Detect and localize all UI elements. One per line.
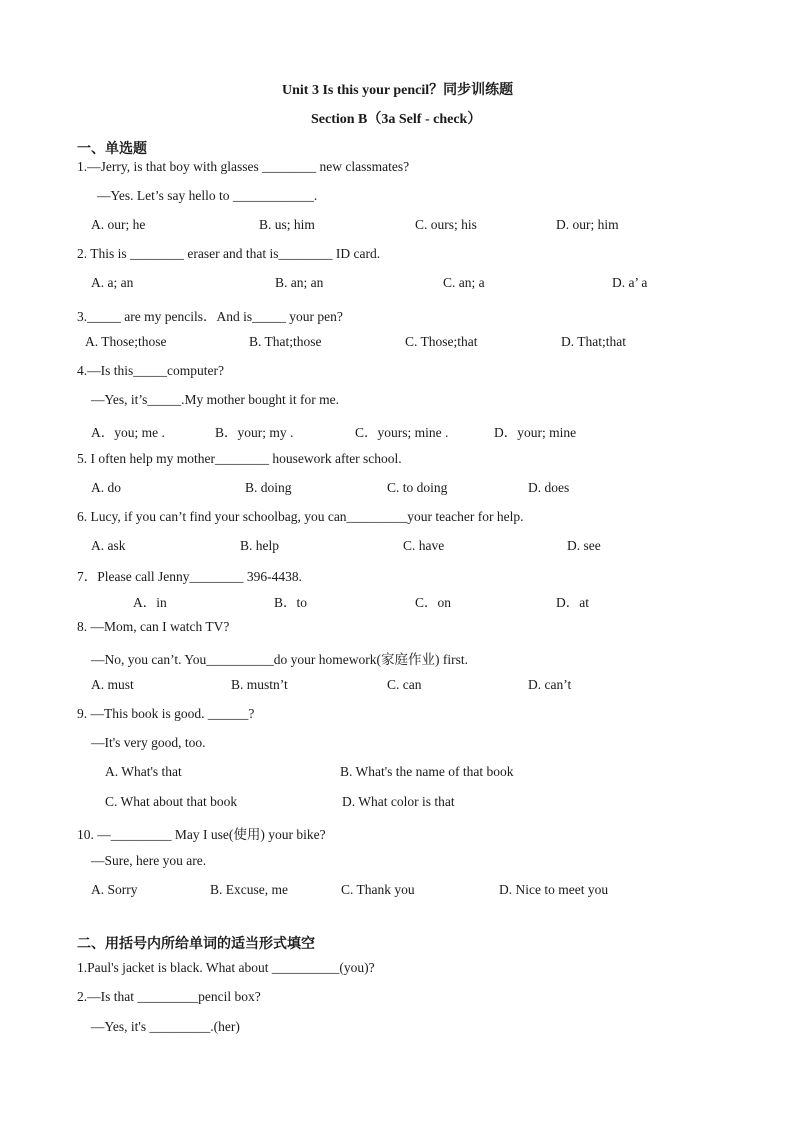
question-7-option-b[interactable]: B．to [274,595,308,610]
question-1-option-a[interactable]: A. our; he [91,217,146,232]
question-3-option-d[interactable]: D. That;that [561,334,626,349]
question-2-option-c[interactable]: C. an; a [443,275,485,290]
question-3-option-c[interactable]: C. Those;that [405,334,478,349]
question-8-option-d[interactable]: D. can’t [528,677,572,692]
question-8-stem: 8. —Mom, can I watch TV? [77,619,230,634]
question-1-option-b[interactable]: B. us; him [259,217,315,232]
question-1-option-d[interactable]: D. our; him [556,217,619,232]
question-9-stem: 9. —This book is good. ______? [77,706,255,721]
question-2-option-a[interactable]: A. a; an [91,275,134,290]
fill-in-question-2-answer-line: —Yes, it's _________.(her) [91,1019,240,1034]
question-10-option-d[interactable]: D. Nice to meet you [499,882,609,897]
question-7-option-c[interactable]: C．on [415,595,452,610]
question-7-stem: 7．Please call Jenny________ 396-4438. [77,569,302,584]
question-6-option-a[interactable]: A. ask [91,538,126,553]
question-4-option-d[interactable]: D．your; mine [494,425,577,440]
question-3-stem: 3._____ are my pencils．And is_____ your pen? [77,309,343,324]
fill-in-question-1: 1.Paul's jacket is black. What about __________(you)? [77,960,375,975]
question-7-option-a[interactable]: A．in [133,595,167,610]
question-4-stem: 4.—Is this_____computer? [77,363,224,378]
question-8-stem-2: —No, you can’t. You__________do your homework(家庭作业) first. [91,652,468,667]
question-8-option-c[interactable]: C. can [387,677,422,692]
question-10-option-a[interactable]: A. Sorry [91,882,138,897]
question-7-option-d[interactable]: D．at [556,595,589,610]
question-2-stem: 2. This is ________ eraser and that is________ ID card. [77,246,381,261]
section-1-heading: 一、单选题 [77,141,147,157]
question-10-option-b[interactable]: B. Excuse, me [210,882,288,897]
question-9-stem-2: —It's very good, too. [91,735,206,750]
question-10-stem-2: —Sure, here you are. [91,853,207,868]
question-6-stem: 6. Lucy, if you can’t find your schoolbag, you can_________your teacher for help. [77,509,524,524]
section-2-heading: 二、用括号内所给单词的适当形式填空 [77,936,315,952]
question-9-option-d[interactable]: D. What color is that [342,794,455,809]
question-6-option-c[interactable]: C. have [403,538,445,553]
question-9-option-a[interactable]: A. What's that [105,764,182,779]
question-10-option-c[interactable]: C. Thank you [341,882,415,897]
question-4-option-b[interactable]: B．your; my . [215,425,294,440]
document-title: Unit 3 Is this your pencil？同步训练题 [282,83,514,98]
question-1-stem: 1.—Jerry, is that boy with glasses ________ new classmates? [77,159,410,174]
question-5-stem: 5. I often help my mother________ housework after school. [77,451,402,466]
question-4-option-a[interactable]: A．you; me . [91,425,165,440]
document-subtitle: Section B（3a Self - check） [311,112,482,127]
question-5-option-b[interactable]: B. doing [245,480,292,495]
question-6-option-b[interactable]: B. help [240,538,279,553]
question-4-stem-2: —Yes, it’s_____.My mother bought it for me. [91,392,340,407]
question-1-stem-2: —Yes. Let’s say hello to ____________. [97,188,318,203]
question-2-option-d[interactable]: D. a’ a [612,275,648,290]
question-10-stem: 10. —_________ May I use(使用) your bike? [77,827,326,842]
question-6-option-d[interactable]: D. see [567,538,601,553]
question-9-option-c[interactable]: C. What about that book [105,794,238,809]
question-5-option-d[interactable]: D. does [528,480,570,495]
question-5-option-c[interactable]: C. to doing [387,480,448,495]
question-3-option-b[interactable]: B. That;those [249,334,322,349]
question-1-option-c[interactable]: C. ours; his [415,217,477,232]
question-5-option-a[interactable]: A. do [91,480,121,495]
question-4-option-c[interactable]: C．yours; mine . [355,425,449,440]
question-3-option-a[interactable]: A. Those;those [85,334,167,349]
question-9-option-b[interactable]: B. What's the name of that book [340,764,514,779]
fill-in-question-2: 2.—Is that _________pencil box? [77,989,261,1004]
question-2-option-b[interactable]: B. an; an [275,275,324,290]
question-8-option-b[interactable]: B. mustn’t [231,677,288,692]
question-8-option-a[interactable]: A. must [91,677,134,692]
